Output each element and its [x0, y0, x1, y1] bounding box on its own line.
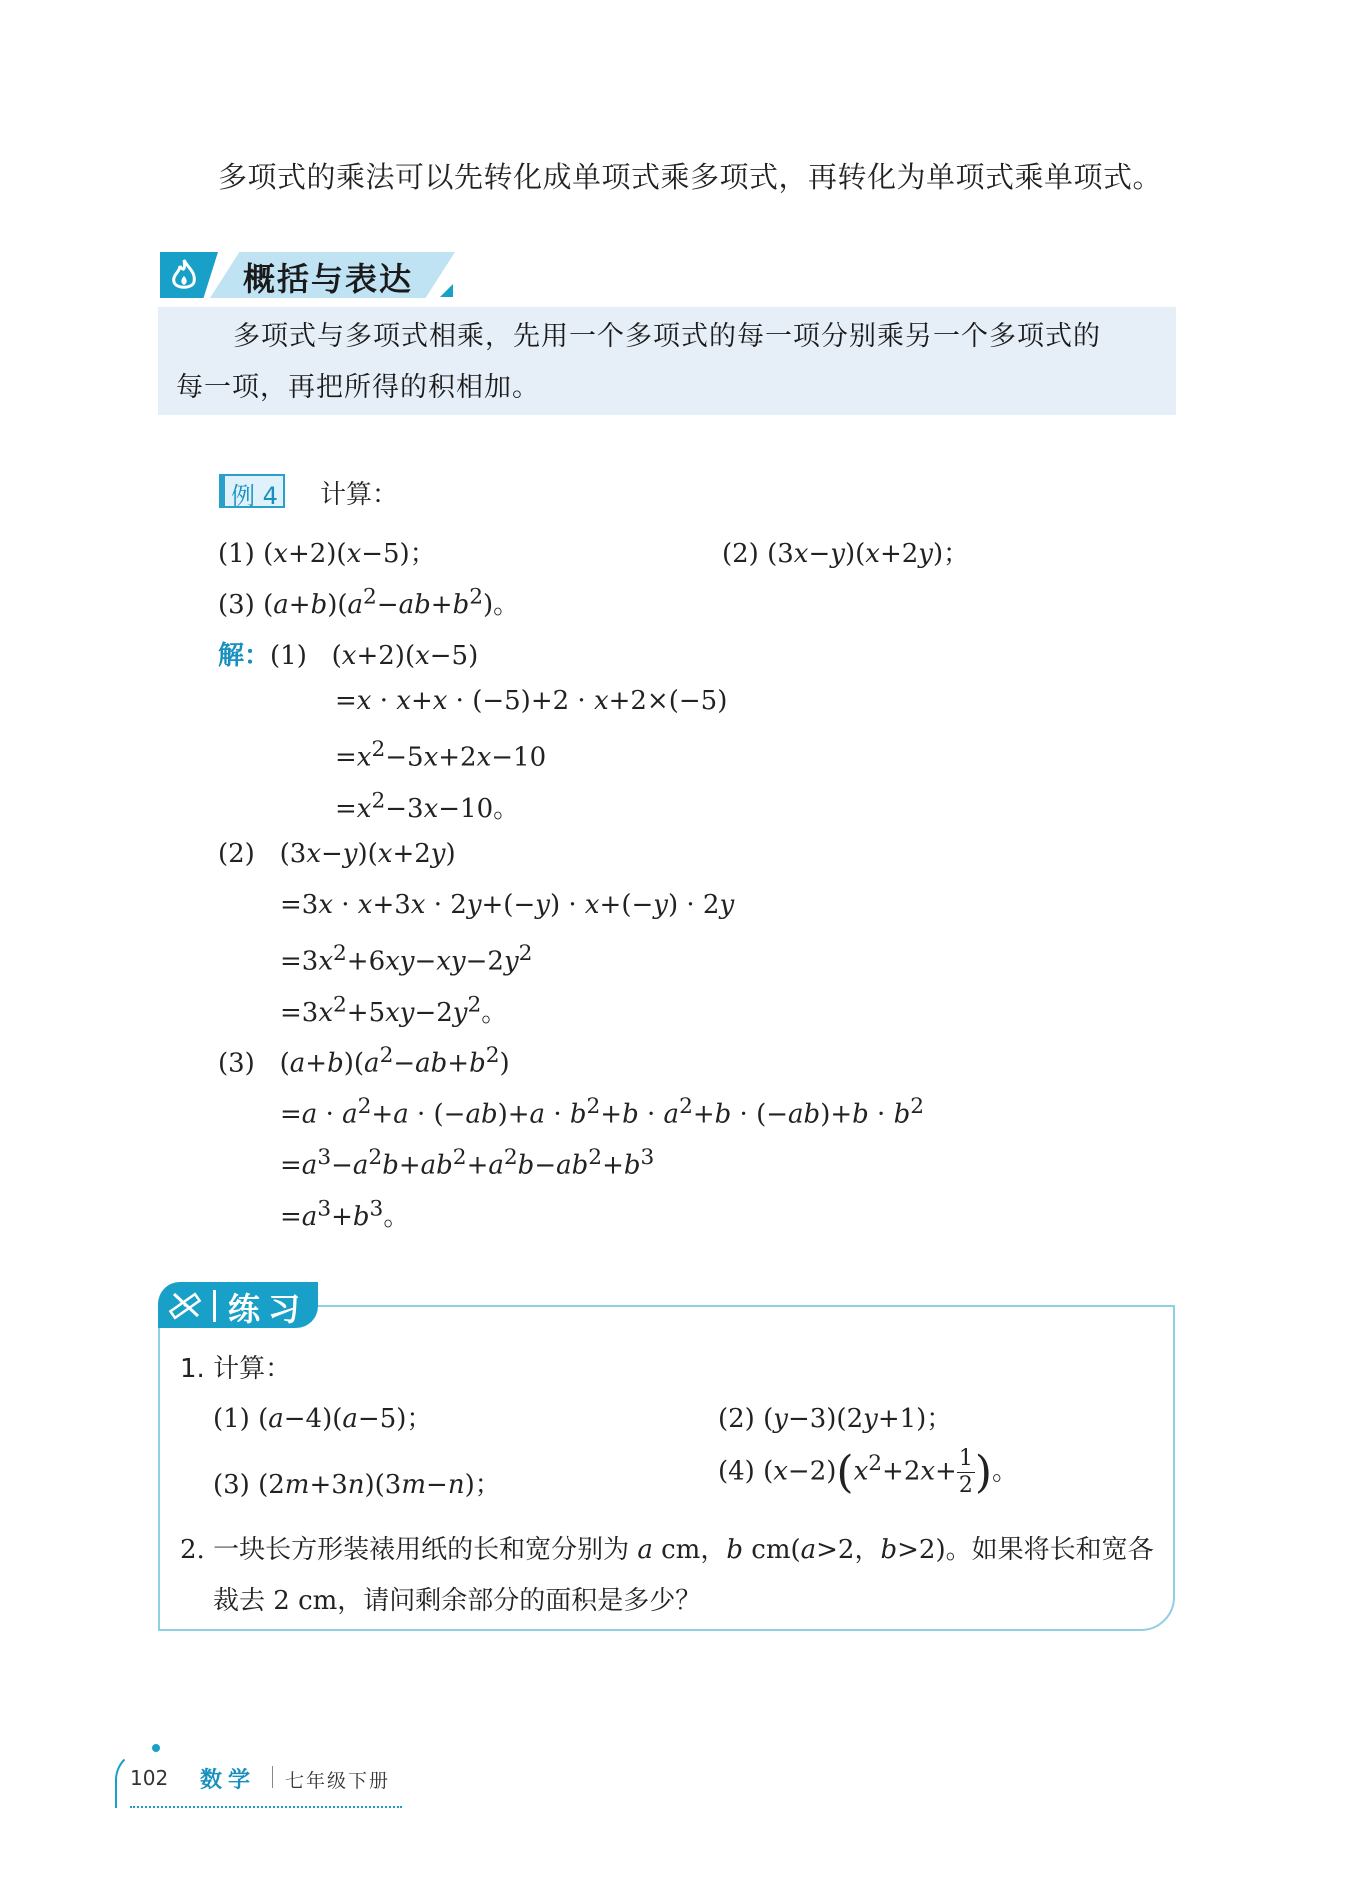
practice-item-2-line-1: 2. 一块长方形装裱用纸的长和宽分别为 a cm，b cm(a>2，b>2)。如果将长和宽各	[180, 1535, 1154, 1565]
solution-3-step-3: $=a^3+b^3$。	[280, 1196, 410, 1232]
practice-q2: (2) (y−3)(2y+1)；	[718, 1404, 953, 1434]
summary-box	[158, 307, 1176, 415]
solution-3-step-1: $=a \cdot a^2+a \cdot (-ab)+a \cdot b^2+b \cdot a^2+b \cdot (-ab)+b \cdot b^2$	[280, 1094, 925, 1130]
intro-paragraph: 多项式的乘法可以先转化成单项式乘多项式，再转化为单项式乘单项式。	[218, 160, 1163, 194]
solution-1-step-1: =x · x+x · (−5)+2 · x+2×(−5)	[335, 686, 728, 716]
page-number: 102	[130, 1766, 169, 1790]
solution-1-step-2: $=x^2-5x+2x-10$	[335, 737, 547, 773]
footer-volume: 七年级下册	[285, 1770, 391, 1792]
practice-q4: (4) $(x-2)(x^2+2x+$ $\frac{1}{2}$ )。	[718, 1446, 1019, 1498]
solution-label: 解：	[218, 641, 271, 671]
summary-line-2: 每一项，再把所得的积相加。	[176, 372, 540, 403]
solution-1-head: 解：(1) (x+2)(x−5)	[218, 641, 479, 671]
summary-title: 概括与表达	[243, 260, 414, 298]
practice-item-2-line-2: 裁去 2 cm，请问剩余部分的面积是多少？	[213, 1586, 702, 1616]
solution-2-step-1: =3x · x+3x · 2y+(−y) · x+(−y) · 2y	[280, 890, 735, 920]
example-q2: (2) (3x−y)(x+2y)；	[722, 539, 970, 569]
footer-subject: 数学	[200, 1768, 257, 1793]
example-prompt: 计算：	[320, 480, 399, 510]
practice-title: 练习	[228, 1290, 309, 1328]
practice-q3: (3) (2m+3n)(3m−n)；	[213, 1470, 501, 1500]
solution-2-step-2: $=3x^2+6xy-xy-2y^2$	[280, 941, 533, 977]
flame-icon	[168, 258, 200, 292]
practice-q1: (1) (a−4)(a−5)；	[213, 1404, 433, 1434]
practice-item-1-label: 1. 计算：	[180, 1354, 292, 1384]
footer-dot	[152, 1744, 160, 1752]
solution-2-step-3: $=3x^2+5xy-2y^2$。	[280, 992, 508, 1028]
footer-rule	[130, 1806, 402, 1808]
solution-3-head: (3) $(a+b)(a^2-ab+b^2)$	[218, 1043, 510, 1079]
summary-triangle	[440, 284, 453, 297]
example-q3: (3) $(a+b)(a^2-ab+b^2)$。	[218, 584, 520, 620]
example-tag: 例 4	[219, 474, 285, 508]
solution-1-step-3: $=x^2-3x-10$。	[335, 788, 520, 824]
summary-line-1: 多项式与多项式相乘，先用一个多项式的每一项分别乘另一个多项式的	[233, 321, 1101, 352]
footer-separator	[272, 1766, 273, 1788]
practice-separator	[213, 1290, 216, 1322]
example-q1: (1) (x+2)(x−5)；	[218, 539, 436, 569]
pencil-ruler-icon	[168, 1290, 204, 1320]
fraction-one-half: $\frac{1}{2}$	[958, 1446, 973, 1498]
solution-2-head: (2) (3x−y)(x+2y)	[218, 839, 456, 869]
solution-3-step-2: $=a^3-a^2b+ab^2+a^2b-ab^2+b^3$	[280, 1145, 655, 1181]
